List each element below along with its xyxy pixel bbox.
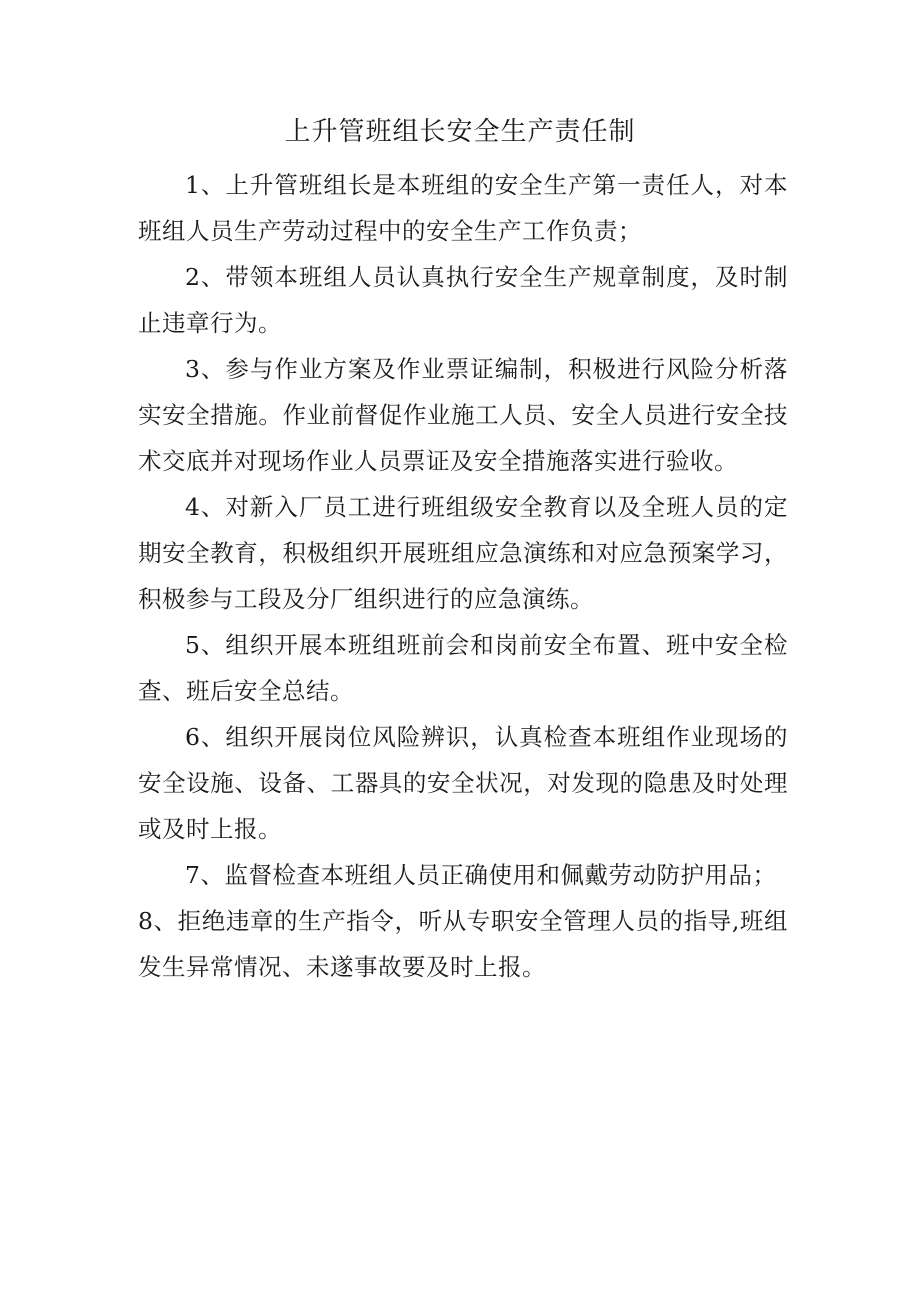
clause-3: 3、参与作业方案及作业票证编制，积极进行风险分析落实安全措施。作业前督促作业施工人员、安全人员进行安全技术交底并对现场作业人员票证及安全措施落实进行验收。	[138, 355, 788, 475]
clause-5: 5、组织开展本班组班前会和岗前安全布置、班中安全检查、班后安全总结。	[138, 631, 788, 705]
document-body	[138, 162, 788, 990]
document-title: 上升管班组长安全生产责任制	[284, 117, 636, 147]
clause-1: 1、上升管班组长是本班组的安全生产第一责任人，对本班组人员生产劳动过程中的安全生产工作负责；	[138, 171, 788, 245]
clause-4: 4、对新入厂员工进行班组级安全教育以及全班人员的定期安全教育，积极组织开展班组应急演练和对应急预案学习，积极参与工段及分厂组织进行的应急演练。	[138, 493, 788, 613]
clause-2: 2、带领本班组人员认真执行安全生产规章制度，及时制止违章行为。	[138, 263, 788, 337]
clause-6: 6、组织开展岗位风险辨识，认真检查本班组作业现场的安全设施、设备、工器具的安全状况，对发现的隐患及时处理或及时上报。	[138, 723, 788, 843]
clause-8: 8、拒绝违章的生产指令，听从专职安全管理人员的指导,班组发生异常情况、未遂事故要及时上报。	[138, 907, 788, 981]
clause-7: 7、监督检查本班组人员正确使用和佩戴劳动防护用品；	[185, 861, 777, 889]
